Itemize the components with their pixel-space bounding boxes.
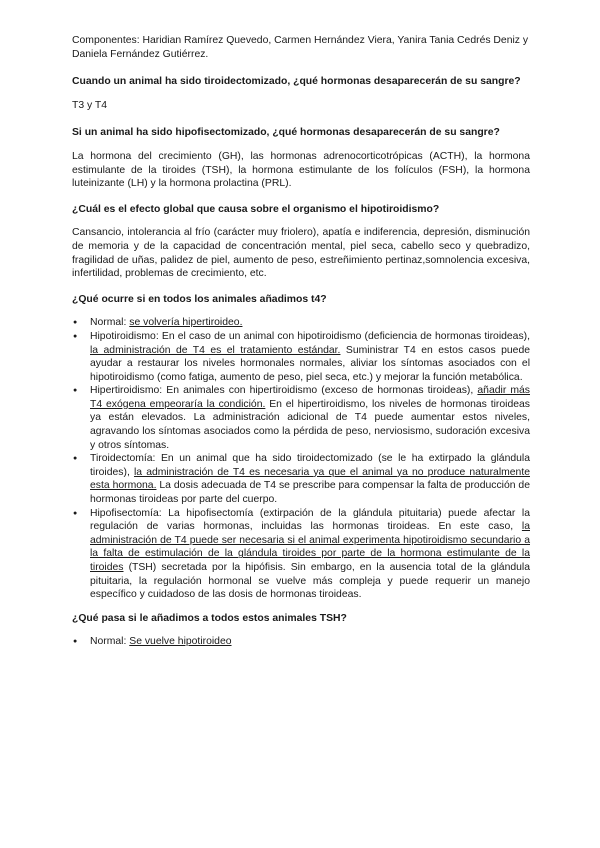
authors-line: Componentes: Haridian Ramírez Quevedo, Carmen Hernández Viera, Yanira Tania Cedrés Deniz y Daniela Fernández Gutiérrez.: [72, 35, 529, 60]
question-5: ¿Qué pasa si le añadimos a todos estos animales TSH?: [72, 612, 347, 624]
underlined-text: la administración de T4 es necesaria ya que el animal ya no produce naturalmente esta hormona.: [90, 466, 530, 492]
underlined-text: la administración de T4 puede ser necesaria si el animal experimenta hipotiroidismo secundario a la falta de estimulación de la glándula tiroides por parte de la hormona estimulante de la tiroides: [90, 521, 530, 573]
question-4: ¿Qué ocurre si en todos los animales añadimos t4?: [72, 293, 327, 305]
list-item: ● Tiroidectomía: En un animal que ha sido tiroidectomizado (se le ha extirpado la glándula tiroides), la administración de T4 es necesaria ya que el animal ya no produce naturalmente esta hormona. La dosis adecuada de T4 se prescribe para compensar la falta de producción de hormonas tiroideas por parte del cuerpo.: [90, 452, 530, 506]
underlined-text: Se vuelve hipotiroideo: [129, 636, 232, 648]
underlined-text: la administración de T4 es el tratamiento estándar.: [90, 344, 341, 356]
answer-3: Cansancio, intolerancia al frío (carácter muy friolero), apatía e indiferencia, depresión, disminución de memoria y de la capacidad de concentración mental, piel seca, cabello seco y quebradizo, fragilidad de uñas, palidez de piel, aumento de peso, estreñimiento pertinaz,somnolencia excesiva, infertilidad, problemas de crecimiento, etc.: [72, 227, 530, 280]
list-item: ● Normal: Se vuelve hipotiroideo: [90, 635, 530, 649]
list-item: ● Hipotiroidismo: En el caso de un animal con hipotiroidismo (deficiencia de hormonas tiroideas), la administración de T4 es el tratamiento estándar. Suministrar T4 en estos casos puede ayudar a restaurar los niveles hormonales normales, aliviar los síntomas asociados con el hipotiroidismo (como fatiga, aumento de peso, piel seca, etc.) y mejorar la función metabólica.: [90, 330, 530, 384]
underlined-text: se volvería hipertiroideo.: [129, 317, 243, 329]
question-1: Cuando un animal ha sido tiroidectomizado, ¿qué hormonas desaparecerán de su sangre?: [72, 76, 521, 88]
list-item: ● Normal: se volvería hipertiroideo.: [90, 316, 530, 330]
answer-1: T3 y T4: [72, 99, 108, 111]
answer-2: La hormona del crecimiento (GH), las hormonas adrenocorticotrópicas (ACTH), la hormona estimulante de la tiroides (TSH), la hormona estimulante de los folículos (FSH), la hormona luteinizante (LH) y la hormona prolactina (PRL).: [72, 150, 530, 190]
answer-4-list: [72, 316, 530, 601]
answer-5-list: [72, 635, 530, 649]
list-item: ● Hipofisectomía: La hipofisectomía (extirpación de la glándula pituitaria) puede afectar la regulación de varias hormonas, incluidas las hormonas tiroideas. En este caso, la administración de T4 puede ser necesaria si el animal experimenta hipotiroidismo secundario a la falta de estimulación de la glándula tiroides por parte de la hormona estimulante de la tiroides (TSH) secretada por la hipófisis. Sin embargo, en la ausencia total de la glándula pituitaria, la regulación hormonal se vuelve más compleja y puede requerir un manejo específico y cuidadoso de las dosis de hormonas tiroideas.: [90, 507, 530, 602]
question-2: Si un animal ha sido hipofisectomizado, ¿qué hormonas desaparecerán de su sangre?: [72, 127, 500, 139]
question-3: ¿Cuál es el efecto global que causa sobre el organismo el hipotiroidismo?: [72, 203, 440, 215]
list-item: ● Hipertiroidismo: En animales con hipertiroidismo (exceso de hormonas tiroideas), añadir más T4 exógena empeoraría la condición. En el hipertiroidismo, los niveles de hormonas tiroideas ya están elevados. La administración adicional de T4 puede aumentar estos niveles, agravando los síntomas asociados como la pérdida de peso, nerviosismo, sudoración excesiva y otros síntomas.: [90, 384, 530, 452]
underlined-text: añadir más T4 exógena empeoraría la condición.: [90, 385, 530, 410]
